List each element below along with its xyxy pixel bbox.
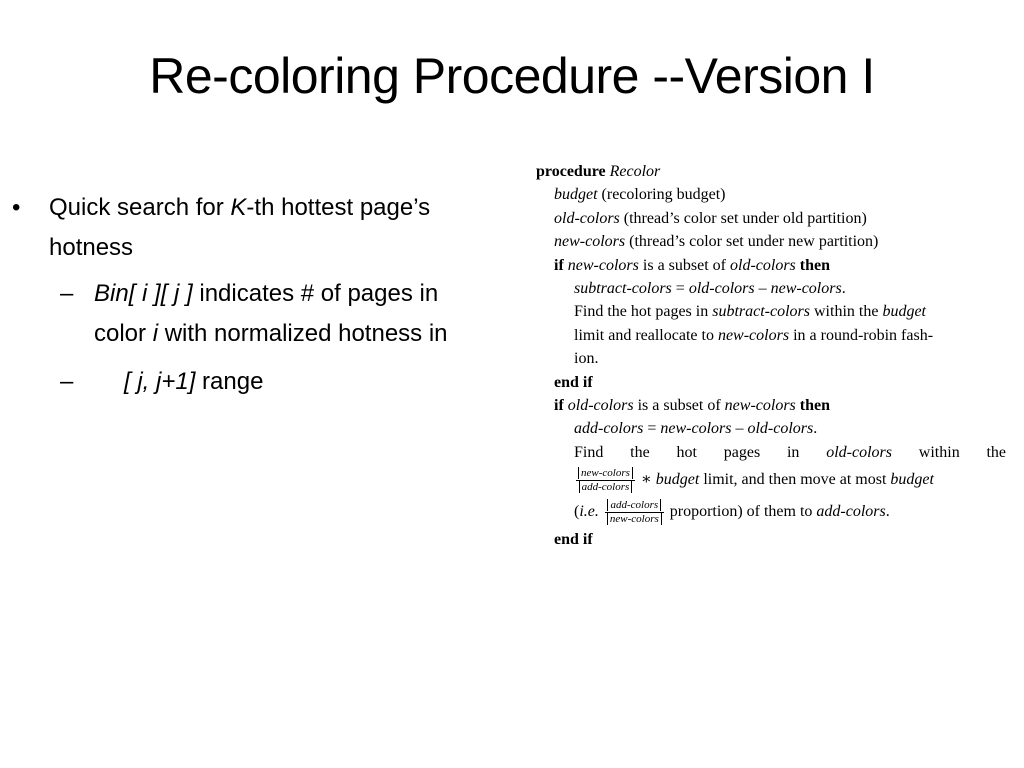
fraction-add-over-new: $\frac{\text{add-colors}}{\text{new-colors}}$ bbox=[605, 499, 664, 526]
algo-line-end-if-1: end if bbox=[554, 373, 593, 391]
algo-line-proportion: (i.e. $\frac{\text{add-colors}}{\text{new-colors}}$ proportion) of them to add-colors. bbox=[574, 499, 890, 526]
algo-line-if-subset-2: if old-colors is a subset of new-colors then bbox=[554, 397, 831, 415]
bullet-item-quick-search bbox=[12, 188, 462, 268]
i-variable: i bbox=[152, 320, 159, 347]
algo-line-add: add-colors = new-colors – old-colors. bbox=[574, 420, 818, 438]
slide-title: Re-coloring Procedure --Version I bbox=[149, 48, 875, 104]
algo-line-ion: ion. bbox=[574, 350, 599, 368]
bullet-text: Quick search for bbox=[49, 194, 231, 221]
bullet-text: indicates # of pages in color bbox=[94, 280, 439, 347]
algo-line-end-if-2: end if bbox=[554, 531, 593, 549]
algo-line-if-subset-1: if new-colors is a subset of old-colors then bbox=[554, 256, 831, 274]
algo-line-procedure: procedure Recolor bbox=[536, 163, 661, 180]
bullet-text: -th hottest page’s hotness bbox=[49, 194, 431, 261]
algo-line-fraction-budget: $\frac{\text{new-colors}}{\text{add-colors}}$ ∗ budget limit, and then move at most budget bbox=[536, 464, 1006, 496]
sub-bullet-range bbox=[12, 362, 462, 402]
fraction-new-over-add: $\frac{\text{new-colors}}{\text{add-colors}}$ bbox=[576, 467, 635, 494]
algo-line-budget: budget (recoloring budget) bbox=[554, 186, 726, 204]
bullet-list bbox=[12, 188, 462, 402]
bin-expression: Bin[ i ][ j ] bbox=[94, 280, 193, 307]
algo-line-old-colors: old-colors (thread’s color set under old partition) bbox=[554, 209, 867, 227]
algo-line-find-hot-1: Find the hot pages in subtract-colors within the budget bbox=[574, 303, 926, 321]
range-expression: [ j, j+1] bbox=[124, 368, 196, 395]
algo-line-reallocate: limit and reallocate to new-colors in a round-robin fash- bbox=[574, 326, 934, 344]
dash-marker: – bbox=[60, 368, 74, 395]
bullet-marker: • bbox=[12, 194, 21, 221]
algo-line-find-hot-2: Find the hot pages in old-colors within the bbox=[574, 443, 1007, 461]
k-variable: K bbox=[230, 194, 247, 221]
algo-line-subtract: subtract-colors = old-colors – new-colors. bbox=[574, 280, 846, 298]
algorithm-figure bbox=[536, 160, 1006, 552]
bullet-text: with normalized hotness in bbox=[158, 320, 448, 347]
algo-line-new-colors: new-colors (thread’s color set under new partition) bbox=[554, 233, 879, 251]
dash-marker: – bbox=[60, 280, 74, 307]
bullet-text: range bbox=[195, 368, 264, 395]
sub-bullet-bin bbox=[12, 274, 462, 354]
